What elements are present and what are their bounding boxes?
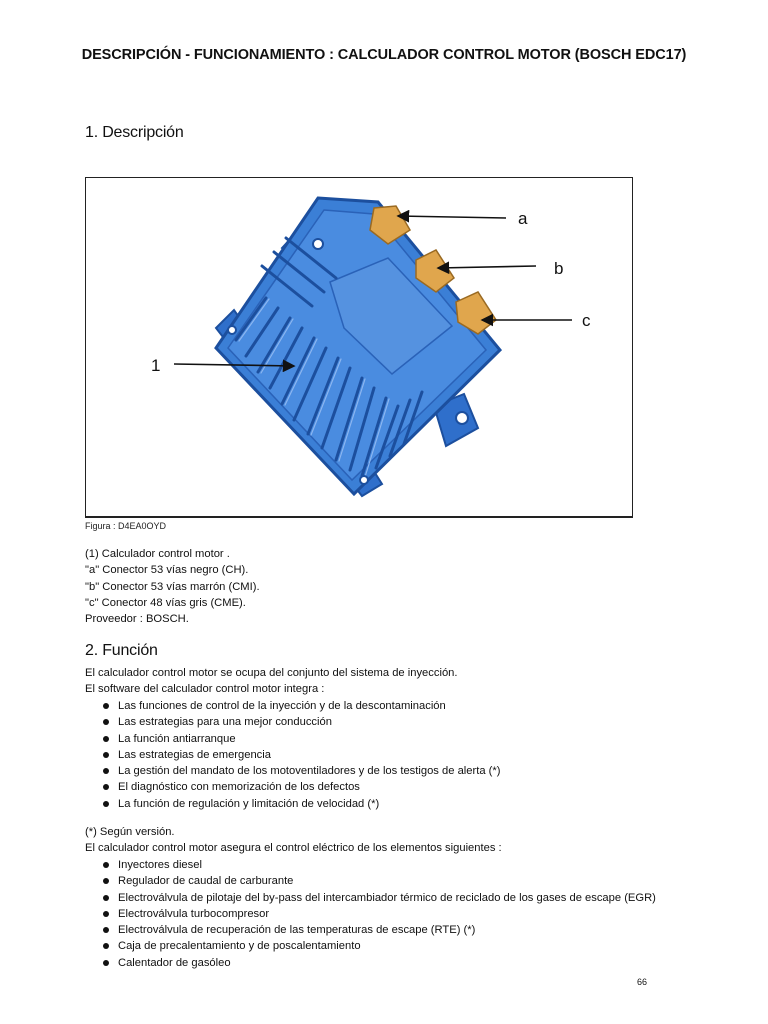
control-intro xyxy=(85,824,502,857)
paragraph-line: El calculador control motor se ocupa del conjunto del sistema de inyección. xyxy=(85,667,458,679)
list-item: La función de regulación y limitación de velocidad (*) xyxy=(103,796,500,812)
document-title: DESCRIPCIÓN - FUNCIONAMIENTO : CALCULADOR CONTROL MOTOR (BOSCH EDC17) xyxy=(81,47,687,63)
list-item: Regulador de caudal de carburante xyxy=(103,873,656,889)
list-item: Calentador de gasóleo xyxy=(103,955,656,971)
list-item: Las funciones de control de la inyección y de la descontaminación xyxy=(103,698,500,714)
list-item: Electroválvula de recuperación de las temperaturas de escape (RTE) (*) xyxy=(103,922,656,938)
legend-line: Proveedor : BOSCH. xyxy=(85,613,189,626)
list-item: Electroválvula turbocompresor xyxy=(103,906,656,922)
ecu-body xyxy=(216,198,500,496)
label-1: 1 xyxy=(151,356,161,375)
list-item: Las estrategias de emergencia xyxy=(103,747,500,763)
pointer-b xyxy=(438,266,536,268)
page-number: 66 xyxy=(637,977,648,987)
paragraph-line: (*) Según versión. xyxy=(85,826,175,838)
ecu-figure xyxy=(85,177,633,518)
label-b: b xyxy=(554,259,564,278)
section-heading-description: 1. Descripción xyxy=(85,124,184,141)
list-item: Electroválvula de pilotaje del by-pass del intercambiador térmico de reciclado de los gases de escape (EGR) xyxy=(103,890,656,906)
list-item: Las estrategias para una mejor conducción xyxy=(103,714,500,730)
section-heading-function: 2. Función xyxy=(85,642,158,659)
legend-line: "a" Conector 53 vías negro (CH). xyxy=(85,564,249,577)
list-item: Inyectores diesel xyxy=(103,857,656,873)
list-item: El diagnóstico con memorización de los defectos xyxy=(103,779,500,795)
list-item: Caja de precalentamiento y de poscalentamiento xyxy=(103,938,656,954)
paragraph-line: El software del calculador control motor integra : xyxy=(85,683,325,696)
controlled-elements-list xyxy=(103,857,656,971)
list-item: La gestión del mandato de los motoventiladores y de los testigos de alerta (*) xyxy=(103,763,500,779)
figure-legend xyxy=(85,546,260,627)
pointer-a xyxy=(398,216,506,218)
ecu-illustration xyxy=(86,178,634,518)
paragraph-line: El calculador control motor asegura el control eléctrico de los elementos siguientes : xyxy=(85,842,502,855)
label-a: a xyxy=(518,209,528,228)
list-item: La función antiarranque xyxy=(103,731,500,747)
legend-line: "b" Conector 53 vías marrón (CMI). xyxy=(85,580,260,593)
function-intro xyxy=(85,665,458,698)
legend-line: "c" Conector 48 vías gris (CME). xyxy=(85,596,246,609)
label-c: c xyxy=(582,311,591,330)
figure-caption: Figura : D4EA0OYD xyxy=(85,521,167,531)
legend-line: (1) Calculador control motor . xyxy=(85,548,230,560)
functions-list xyxy=(103,698,500,812)
